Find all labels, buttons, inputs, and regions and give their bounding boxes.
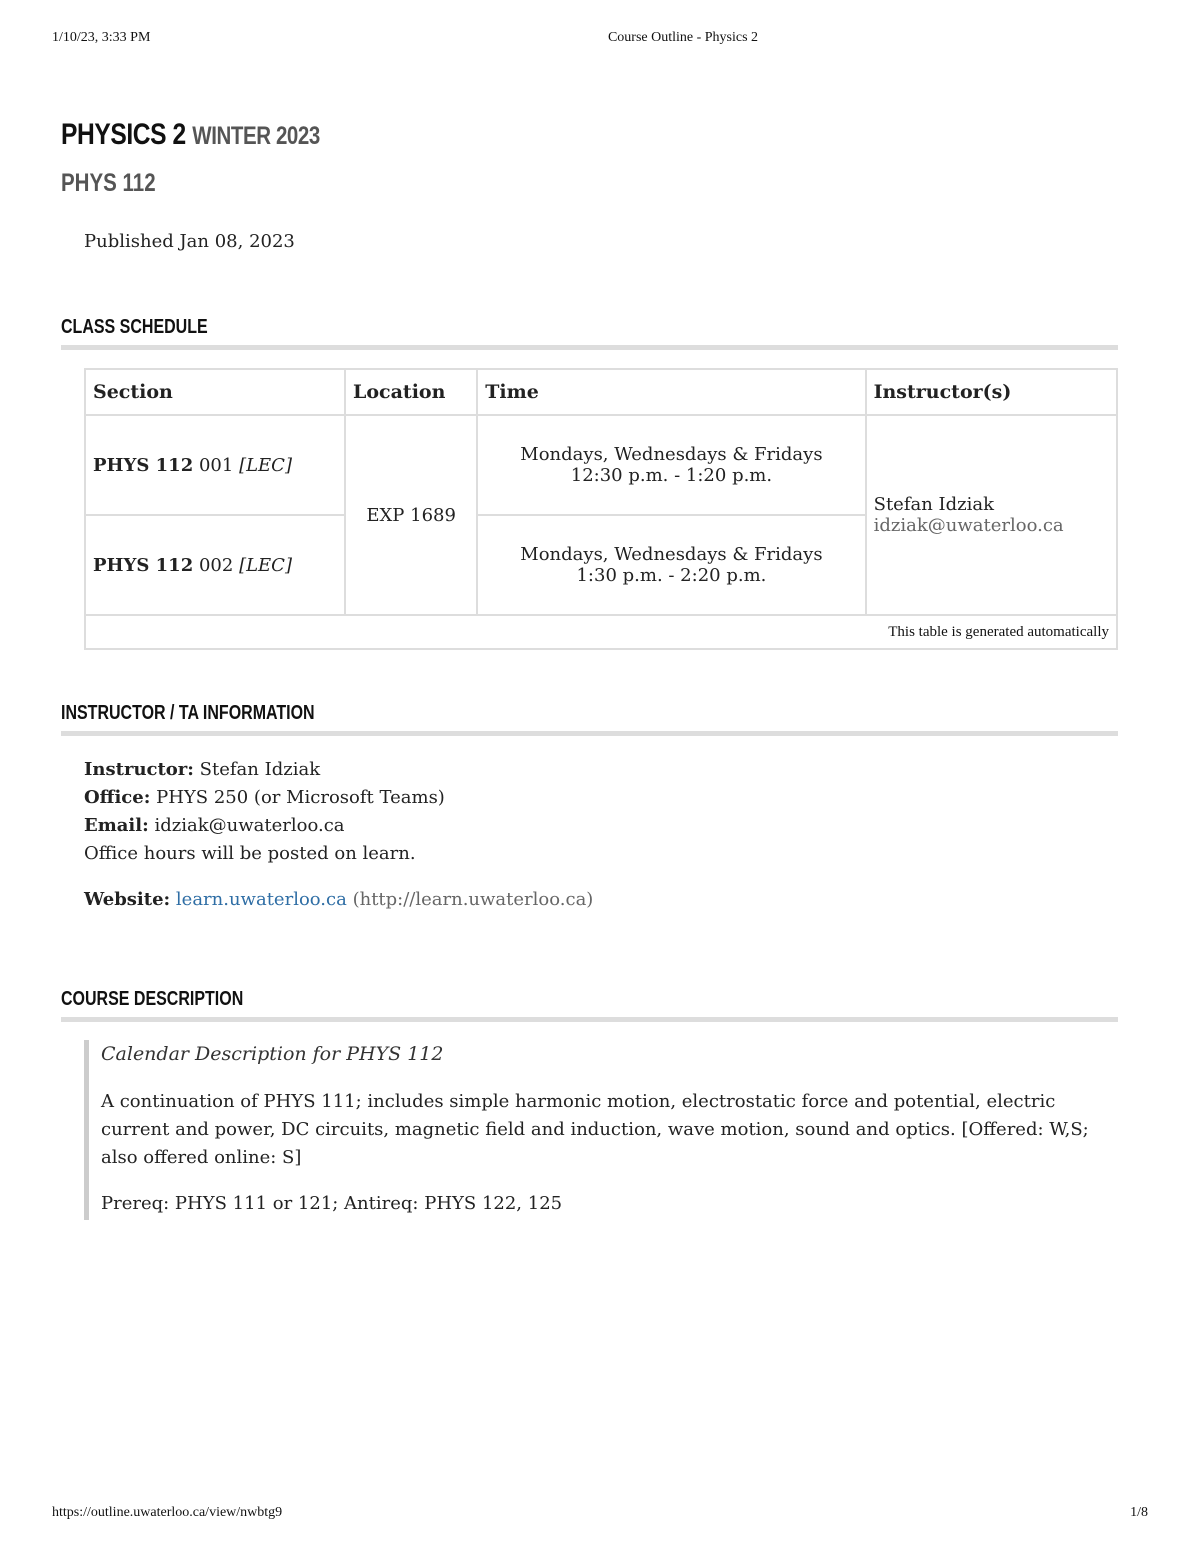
print-page-title: Course Outline - Physics 2 xyxy=(607,30,759,45)
prerequisites-text: Prereq: PHYS 111 or 121; Antireq: PHYS 122, 125 xyxy=(101,1193,563,1214)
time-cell xyxy=(477,515,865,615)
section-cell xyxy=(85,415,345,515)
time-hours: 12:30 p.m. - 1:20 p.m. xyxy=(570,465,773,486)
website-label: Website: xyxy=(84,889,171,910)
email-value: idziak@uwaterloo.ca xyxy=(154,815,345,836)
section-number: 002 xyxy=(198,554,234,576)
class-schedule-heading: CLASS SCHEDULE xyxy=(61,316,1118,350)
office-label: Office: xyxy=(84,787,151,808)
email-label: Email: xyxy=(84,815,149,836)
section-type: [LEC] xyxy=(239,554,292,576)
time-days: Mondays, Wednesdays & Fridays xyxy=(520,544,823,565)
course-outline-content xyxy=(61,112,1118,1220)
published-date: Published Jan 08, 2023 xyxy=(84,231,295,252)
course-description-heading: COURSE DESCRIPTION xyxy=(61,988,1118,1022)
time-cell xyxy=(477,415,865,515)
location-cell: EXP 1689 xyxy=(345,415,477,615)
website-url: (http://learn.uwaterloo.ca) xyxy=(352,889,594,910)
instructor-line xyxy=(84,756,1118,784)
instructor-info-block xyxy=(84,756,1118,914)
instructor-label: Instructor: xyxy=(84,759,194,780)
calendar-description-callout xyxy=(84,1040,1118,1220)
instructor-email: idziak@uwaterloo.ca xyxy=(873,515,1064,536)
website-link[interactable]: learn.uwaterloo.ca xyxy=(175,889,347,910)
course-term: WINTER 2023 xyxy=(192,122,320,150)
section-course: PHYS 112 xyxy=(93,454,194,476)
instructor-name: Stefan Idziak xyxy=(873,494,995,515)
course-name: PHYSICS 2 xyxy=(61,118,186,151)
print-datetime: 1/10/23, 3:33 PM xyxy=(52,30,151,45)
instructor-value: Stefan Idziak xyxy=(199,759,321,780)
table-row xyxy=(85,415,1117,515)
table-generated-note: This table is generated automatically xyxy=(85,615,1117,649)
instructor-cell xyxy=(866,415,1117,615)
table-header-row xyxy=(85,369,1117,415)
column-header-section: Section xyxy=(85,369,345,415)
class-schedule-table xyxy=(84,368,1118,650)
office-hours-note: Office hours will be posted on learn. xyxy=(84,843,416,864)
course-code: PHYS 112 xyxy=(61,169,156,197)
website-line xyxy=(84,886,1118,914)
print-url: https://outline.uwaterloo.ca/view/nwbtg9 xyxy=(52,1505,283,1520)
section-number: 001 xyxy=(198,454,234,476)
print-page-number: 1/8 xyxy=(1130,1505,1148,1520)
column-header-time: Time xyxy=(477,369,865,415)
time-hours: 1:30 p.m. - 2:20 p.m. xyxy=(576,565,767,586)
office-value: PHYS 250 (or Microsoft Teams) xyxy=(156,787,445,808)
column-header-instructors: Instructor(s) xyxy=(866,369,1117,415)
time-days: Mondays, Wednesdays & Fridays xyxy=(520,444,823,465)
section-course: PHYS 112 xyxy=(93,554,194,576)
office-line xyxy=(84,784,1118,812)
calendar-description-title: Calendar Description for PHYS 112 xyxy=(101,1043,444,1065)
course-title xyxy=(61,112,928,159)
section-type: [LEC] xyxy=(239,454,292,476)
column-header-location: Location xyxy=(345,369,477,415)
table-footer-row xyxy=(85,615,1117,649)
instructor-info-heading: INSTRUCTOR / TA INFORMATION xyxy=(61,702,1118,736)
email-line xyxy=(84,812,1118,840)
section-cell xyxy=(85,515,345,615)
calendar-description-text: A continuation of PHYS 111; includes simple harmonic motion, electrostatic force and potential, electric current and power, DC circuits, magnetic field and induction, wave motion, sound and optics. [Offered: W,S; also offered online: S] xyxy=(101,1091,1089,1168)
